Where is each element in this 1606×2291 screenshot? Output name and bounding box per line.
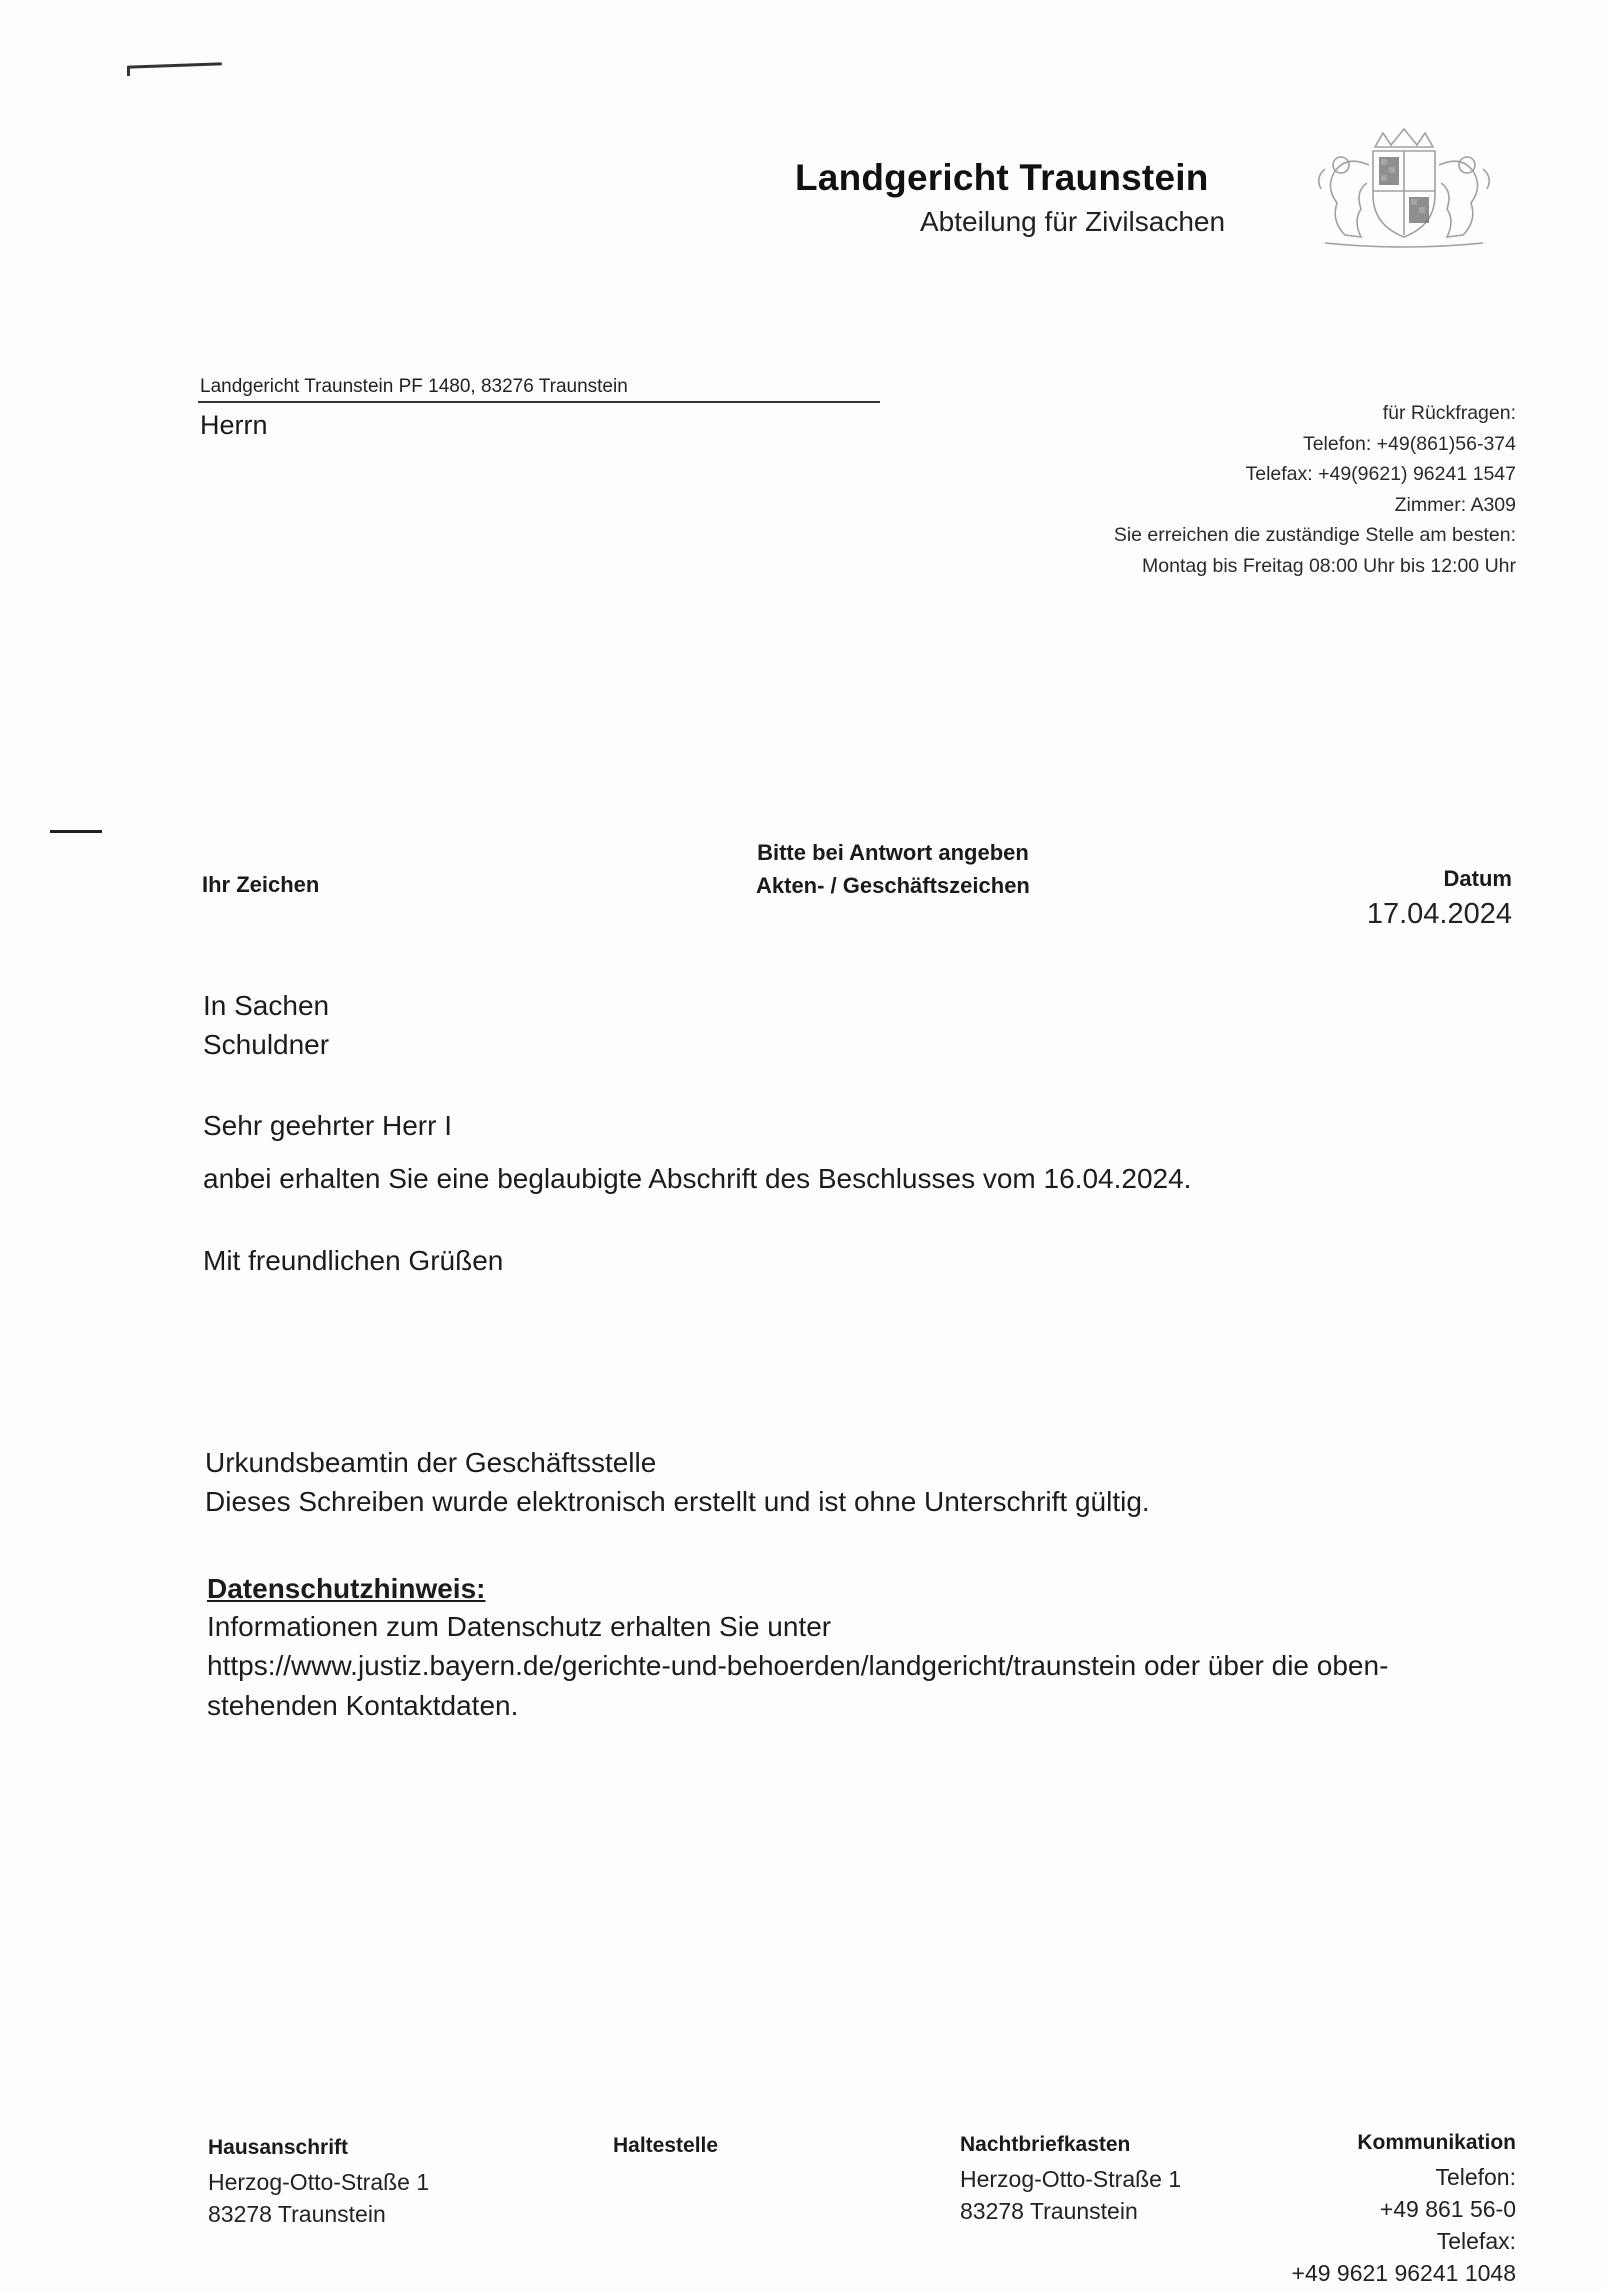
party-role: Schuldner: [203, 1029, 330, 1060]
court-name: Landgericht Traunstein: [795, 157, 1209, 198]
electronic-note: Dieses Schreiben wurde elektronisch erstellt und ist ohne Unterschrift gültig.: [205, 1486, 1150, 1517]
scan-mark: [127, 62, 222, 68]
footer-stop-label: Haltestelle: [613, 2134, 719, 2157]
recipient-salutation: Herrn: [200, 410, 268, 440]
footer-night-box-city: 83278 Traunstein: [960, 2198, 1138, 2224]
case-label: In Sachen: [203, 990, 330, 1021]
return-address-rule: [198, 401, 880, 403]
court-department: Abteilung für Zivilsachen: [920, 206, 1226, 237]
footer-address-label: Hausanschrift: [208, 2136, 349, 2159]
contact-block: [1114, 398, 1516, 581]
return-address: Landgericht Traunstein PF 1480, 83276 Traunstein: [200, 376, 628, 397]
footer-communication-label: Kommunikation: [1357, 2131, 1516, 2154]
fold-mark: [50, 830, 102, 833]
salutation: Sehr geehrter Herr I: [203, 1110, 452, 1141]
contact-line: Montag bis Freitag 08:00 Uhr bis 12:00 Uhr: [1142, 554, 1516, 577]
footer-fax-value: +49 9621 96241 1048: [1291, 2260, 1516, 2286]
footer-night-box-street: Herzog-Otto-Straße 1: [960, 2166, 1182, 2192]
footer-communication: [1292, 2161, 1516, 2289]
privacy-text: stehenden Kontaktdaten.: [207, 1690, 519, 1721]
footer-address: [208, 2166, 429, 2230]
contact-line: für Rückfragen:: [1382, 402, 1516, 424]
footer-night-box: [960, 2163, 1181, 2227]
footer-night-box-label: Nachtbriefkasten: [960, 2133, 1131, 2156]
contact-line: Zimmer: A309: [1394, 493, 1516, 516]
body-paragraph: anbei erhalten Sie eine beglaubigte Abschrift des Beschlusses vom 16.04.2024.: [203, 1163, 1192, 1194]
closing: Mit freundlichen Grüßen: [203, 1245, 504, 1276]
reference-instruction-line: Akten- / Geschäftszeichen: [756, 873, 1030, 898]
date-value: 17.04.2024: [1366, 898, 1512, 930]
footer-phone-value: +49 861 56-0: [1379, 2196, 1516, 2222]
privacy-text: Informationen zum Datenschutz erhalten Sie unter: [207, 1611, 832, 1642]
privacy-link[interactable]: https://www.justiz.bayern.de/gerichte-und-behoerden/landgericht/traunstein oder über die oben-: [207, 1650, 1389, 1681]
reference-instruction: [756, 836, 1030, 902]
privacy-heading: Datenschutzhinweis:: [207, 1573, 486, 1604]
footer-address-street: Herzog-Otto-Straße 1: [208, 2169, 430, 2195]
footer-fax-label: Telefax:: [1436, 2228, 1516, 2254]
scan-mark: [127, 66, 130, 76]
contact-line: Sie erreichen die zuständige Stelle am besten:: [1113, 524, 1516, 546]
ihr-zeichen-label: Ihr Zeichen: [202, 872, 320, 897]
bavarian-coat-of-arms-icon: [1295, 125, 1513, 255]
date-label: Datum: [1443, 866, 1512, 891]
footer-phone-label: Telefon:: [1435, 2164, 1516, 2190]
footer-address-city: 83278 Traunstein: [208, 2201, 386, 2227]
reference-instruction-line: Bitte bei Antwort angeben: [757, 840, 1029, 865]
contact-line: Telefon: +49(861)56-374: [1302, 432, 1516, 455]
contact-line: Telefax: +49(9621) 96241 1547: [1245, 463, 1516, 485]
official-title: Urkundsbeamtin der Geschäftsstelle: [205, 1447, 657, 1478]
